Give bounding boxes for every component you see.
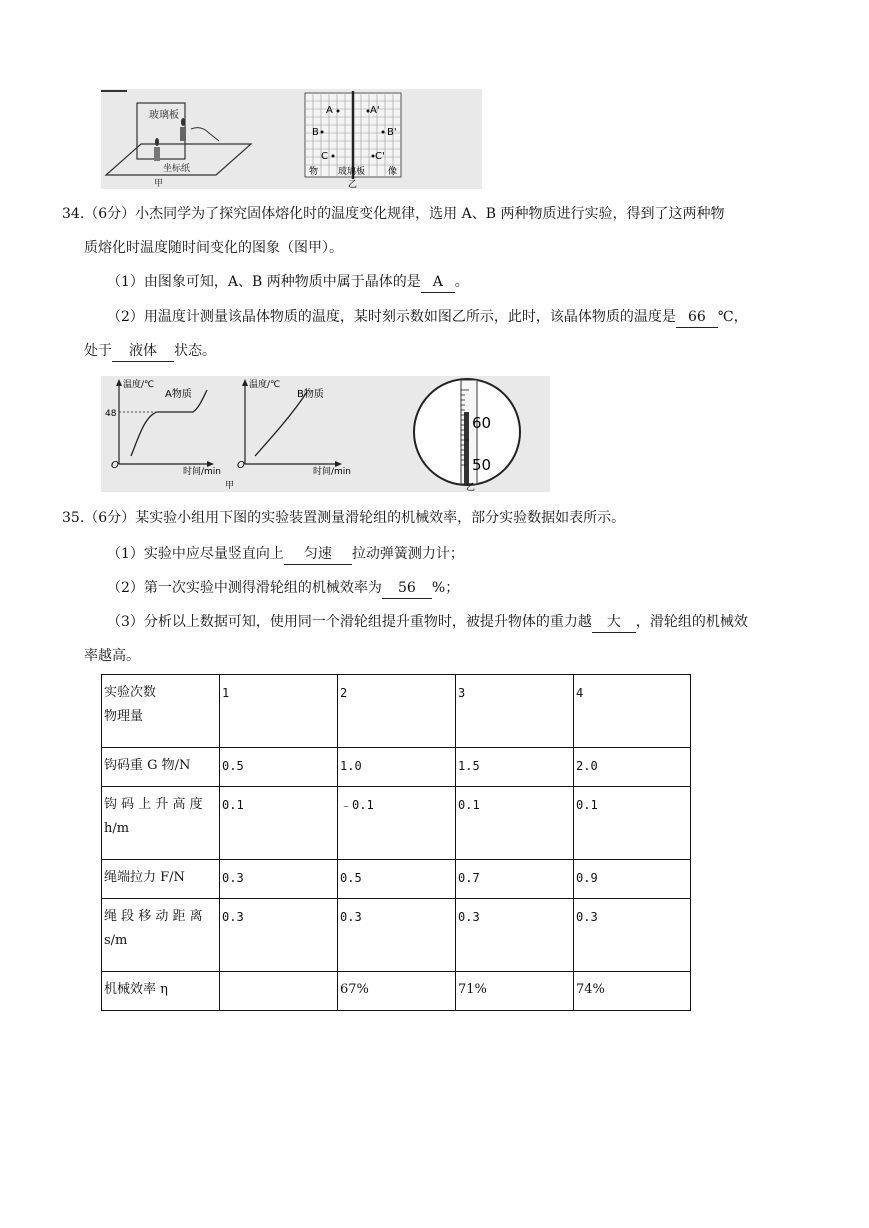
graph-a-origin: O — [111, 460, 119, 471]
cell-weight-1: 0.5 — [220, 748, 338, 787]
point-a-label: A — [326, 105, 333, 116]
row-label-force: 绳端拉力 F/N — [102, 860, 220, 899]
cell-distance-1: 0.3 — [220, 899, 338, 972]
cell-force-1: 0.3 — [220, 860, 338, 899]
top-figure-strip — [101, 89, 482, 189]
paper-label: 坐标纸 — [163, 164, 191, 174]
melting-figure-strip — [101, 376, 550, 492]
q35-p1-end: 拉动弹簧测力计； — [351, 546, 464, 562]
row-label-height-b: h/m — [104, 821, 130, 836]
top-figure-svg — [101, 89, 482, 189]
graph-a-xlabel: 时间/min — [183, 467, 222, 477]
q34-p1-text: （1）由图象可知，A、B 两种物质中属于晶体的是 — [107, 274, 421, 290]
thermo-50-label: 50 — [472, 456, 492, 474]
cell-efficiency-1 — [220, 972, 338, 1011]
object-label: 物 — [309, 167, 319, 177]
cell-height-4: 0.1 — [574, 787, 691, 860]
cell-distance-4: 0.3 — [574, 899, 691, 972]
graph-b-series: B物质 — [297, 389, 324, 400]
row-label-distance — [102, 899, 220, 972]
q35-line1: 35.（6分）某实验小组用下图的实验装置测量滑轮组的机械效率，部分实验数据如表所示。 — [62, 510, 626, 526]
q34-p3-end: 状态。 — [174, 343, 216, 359]
q34-p1-answer: A — [421, 272, 455, 293]
cell-force-2: 0.5 — [338, 860, 456, 899]
point-b2-label: B' — [387, 127, 397, 138]
q34-p2-end: ℃， — [717, 309, 748, 325]
graph-a-ylabel: 温度/℃ — [123, 380, 155, 390]
header-trial-4: 4 — [574, 675, 691, 748]
melting-figure-svg — [101, 376, 550, 492]
graph-b — [242, 379, 342, 467]
table-row-efficiency — [102, 972, 691, 1011]
row-label-efficiency: 机械效率 η — [102, 972, 220, 1011]
point-b-label: B — [312, 127, 319, 138]
cell-height-1: 0.1 — [220, 787, 338, 860]
q34-part1 — [107, 272, 469, 293]
graph-a-series: A物质 — [165, 389, 192, 400]
pulley-data-table — [101, 674, 691, 1011]
q35-part2 — [107, 578, 459, 599]
graph-b-xlabel: 时间/min — [313, 467, 352, 477]
q34-p3-text: 处于 — [84, 343, 112, 359]
q35-part1 — [107, 544, 464, 565]
row-label-distance-b: s/m — [104, 933, 128, 948]
header-trial-label: 实验次数 — [104, 685, 157, 700]
q34-line1: 34.（6分）小杰同学为了探究固体熔化时的温度变化规律，选用 A、B 两种物质进行实验，得到了这两种物 — [62, 206, 725, 222]
q35-p2-answer: 56 — [382, 578, 432, 599]
row-label-distance-a: 绳 段 移 动 距 离 — [104, 909, 203, 924]
q35-part3 — [107, 612, 748, 633]
cell-distance-3: 0.3 — [456, 899, 574, 972]
q34-part3 — [84, 341, 216, 362]
q35-p1-answer: 匀速 — [284, 544, 352, 565]
cell-distance-2: 0.3 — [338, 899, 456, 972]
point-c-label: C — [321, 151, 328, 162]
cell-height-3: 0.1 — [456, 787, 574, 860]
q35-p3-end: ，滑轮组的机械效 — [635, 614, 748, 630]
q34-p2-answer: 66 — [676, 307, 718, 328]
cell-weight-2: 1.0 — [338, 748, 456, 787]
q35-p1-text: （1）实验中应尽量竖直向上 — [107, 546, 284, 562]
table-row-height — [102, 787, 691, 860]
graph-a-tick-48: 48 — [105, 409, 117, 419]
row-label-weight: 钩码重 G 物/N — [102, 748, 220, 787]
q34-part2 — [107, 307, 748, 328]
q35-p2-end: %； — [431, 580, 460, 596]
glass-plate-label: 玻璃板 — [149, 110, 179, 121]
cell-weight-3: 1.5 — [456, 748, 574, 787]
row-label-height — [102, 787, 220, 860]
table-row-distance — [102, 899, 691, 972]
point-c2-label: C' — [375, 151, 385, 162]
header-trial-1: 1 — [220, 675, 338, 748]
graph-b-ylabel: 温度/℃ — [249, 380, 281, 390]
cell-efficiency-2: 67% — [338, 972, 456, 1011]
point-a2-label: A' — [370, 105, 380, 116]
table-row-force — [102, 860, 691, 899]
q35-p3-text: （3）分析以上数据可知，使用同一个滑轮组提升重物时，被提升物体的重力越 — [107, 614, 592, 630]
q34-p2-text: （2）用温度计测量该晶体物质的温度，某时刻示数如图乙所示，此时，该晶体物质的温度是 — [107, 309, 676, 325]
left-caption: 甲 — [154, 179, 164, 189]
table-header-row — [102, 675, 691, 748]
cell-weight-4: 2.0 — [574, 748, 691, 787]
row-label-height-a: 钩 码 上 升 高 度 — [104, 797, 203, 812]
header-trial-3: 3 — [456, 675, 574, 748]
q34-p1-end: 。 — [454, 274, 469, 290]
header-trial-2: 2 — [338, 675, 456, 748]
q34-line2: 质熔化时温度随时间变化的图象（图甲）。 — [84, 240, 343, 256]
cell-force-3: 0.7 — [456, 860, 574, 899]
q35-line-end: 率越高。 — [84, 648, 140, 664]
cell-efficiency-4: 74% — [574, 972, 691, 1011]
thermometer-dial — [414, 379, 520, 485]
header-corner-cell — [102, 675, 220, 748]
melting-caption-right: 乙 — [466, 483, 476, 492]
glass-label-right: 玻璃板 — [338, 167, 366, 177]
melting-caption-left: 甲 — [225, 481, 235, 491]
table-row-weight — [102, 748, 691, 787]
q35-p2-text: （2）第一次实验中测得滑轮组的机械效率为 — [107, 580, 382, 596]
right-caption: 乙 — [348, 180, 358, 189]
header-quantity-label: 物理量 — [104, 709, 144, 724]
q35-p3-answer: 大 — [592, 612, 636, 633]
graph-b-origin: O — [237, 460, 245, 471]
cell-height-2: ﹣0.1 — [338, 787, 456, 860]
cell-efficiency-3: 71% — [456, 972, 574, 1011]
q34-p3-answer: 液体 — [112, 341, 174, 362]
cell-force-4: 0.9 — [574, 860, 691, 899]
image-label: 像 — [388, 167, 398, 177]
thermo-60-label: 60 — [472, 414, 492, 432]
